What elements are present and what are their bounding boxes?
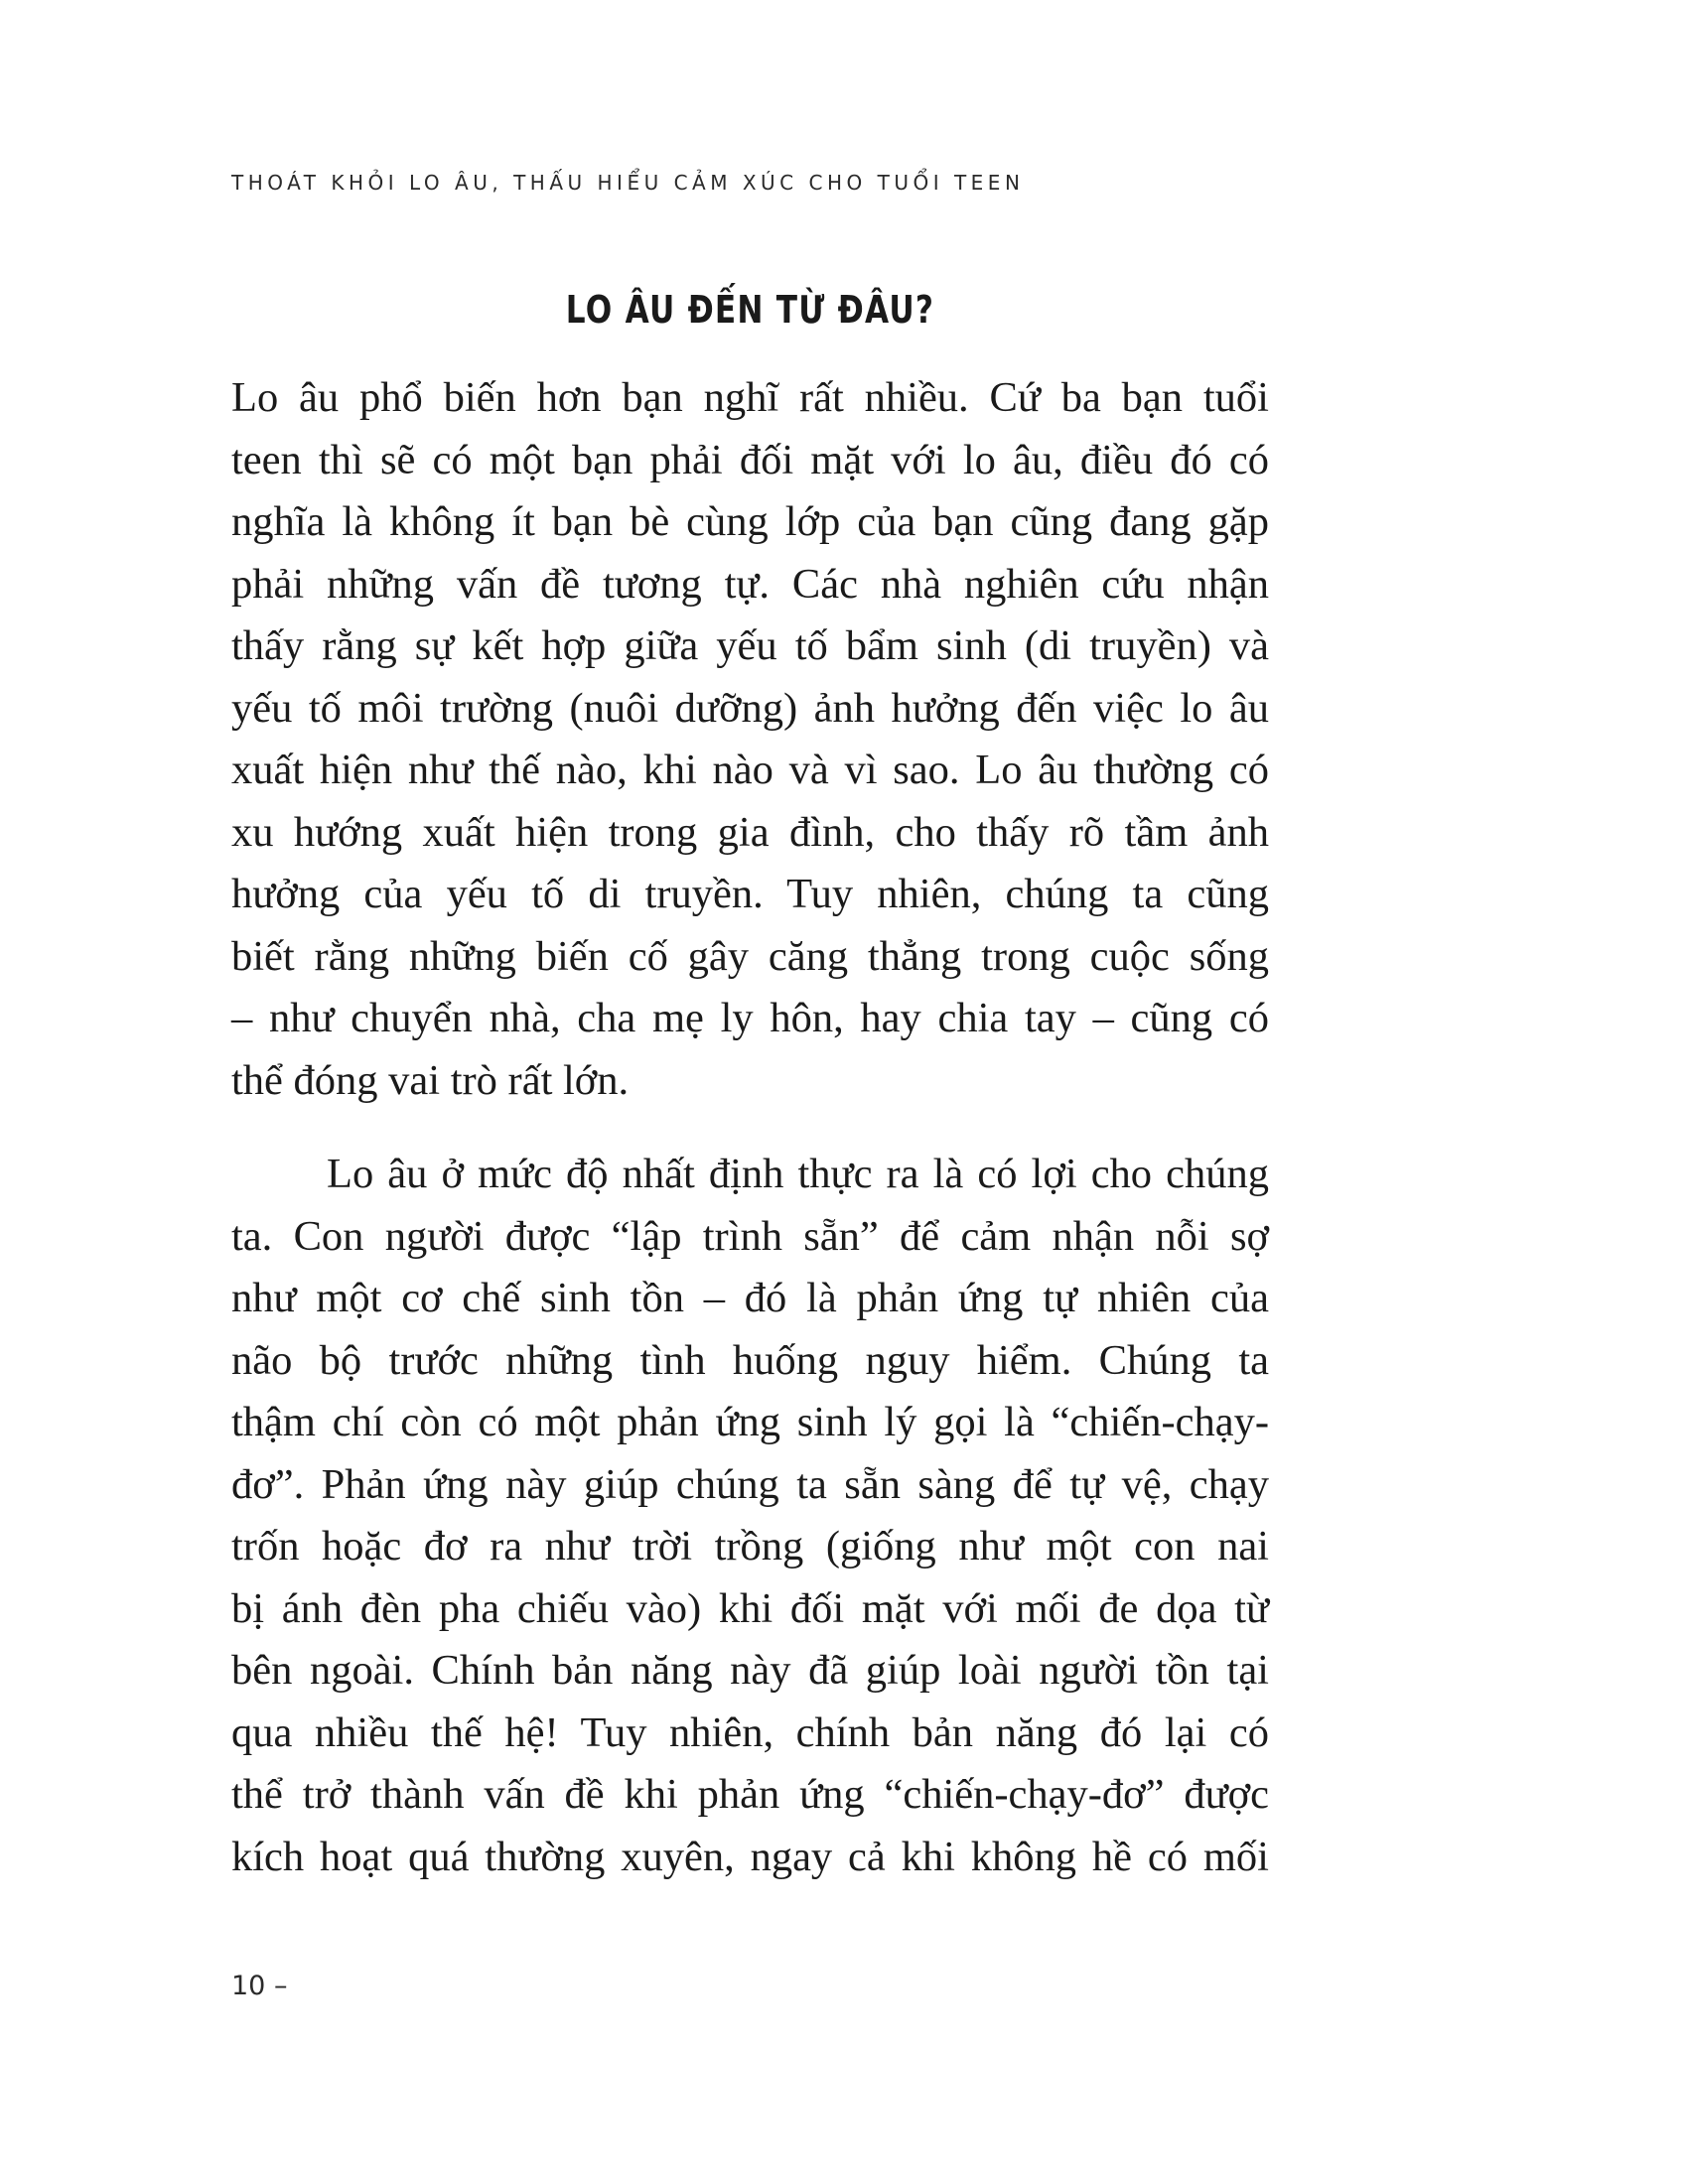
- text-line: não bộ trước những tình huống nguy hiểm. Chúng ta: [231, 1336, 1269, 1384]
- text-line: phải những vấn đề tương tự. Các nhà nghiên cứu nhận: [231, 560, 1269, 608]
- text-line: thể trở thành vấn đề khi phản ứng “chiến-chạy-đơ” được: [231, 1771, 1269, 1818]
- text-line: qua nhiều thế hệ! Tuy nhiên, chính bản năng đó lại có: [231, 1708, 1269, 1756]
- text-line: thể đóng vai trò rất lớn.: [231, 1056, 630, 1104]
- text-line: yếu tố môi trường (nuôi dưỡng) ảnh hưởng đến việc lo âu: [231, 684, 1269, 732]
- paragraph-2: [231, 1144, 1269, 1888]
- text-line: nghĩa là không ít bạn bè cùng lớp của bạn cũng đang gặp: [231, 498, 1269, 545]
- text-line: bên ngoài. Chính bản năng này đã giúp loài người tồn tại: [231, 1647, 1269, 1694]
- text-line: – như chuyển nhà, cha mẹ ly hôn, hay chia tay – cũng có: [231, 995, 1269, 1041]
- text-line: thậm chí còn có một phản ứng sinh lý gọi là “chiến-chạy-: [231, 1399, 1269, 1445]
- text-line: ta. Con người được “lập trình sẵn” để cảm nhận nỗi sợ: [231, 1212, 1269, 1260]
- running-header: THOÁT KHỎI LO ÂU, THẤU HIỂU CẢM XÚC CHO TUỔI TEEN: [231, 171, 1025, 195]
- page-number: 10 –: [231, 1971, 288, 2001]
- text-line: teen thì sẽ có một bạn phải đối mặt với lo âu, điều đó có: [231, 436, 1269, 483]
- text-line: trốn hoặc đơ ra như trời trồng (giống như một con nai: [231, 1523, 1269, 1570]
- text-line: biết rằng những biến cố gây căng thẳng trong cuộc sống: [231, 932, 1269, 980]
- text-line: xu hướng xuất hiện trong gia đình, cho thấy rõ tầm ảnh: [231, 808, 1269, 856]
- text-line: xuất hiện như thế nào, khi nào và vì sao. Lo âu thường có: [231, 747, 1269, 793]
- text-line: thấy rằng sự kết hợp giữa yếu tố bẩm sinh (di truyền) và: [231, 622, 1269, 669]
- text-line: hưởng của yếu tố di truyền. Tuy nhiên, chúng ta cũng: [231, 871, 1269, 917]
- text-line: đơ”. Phản ứng này giúp chúng ta sẵn sàng để tự vệ, chạy: [231, 1460, 1269, 1508]
- text-line: bị ánh đèn pha chiếu vào) khi đối mặt với mối đe dọa từ: [231, 1584, 1269, 1632]
- text-line: như một cơ chế sinh tồn – đó là phản ứng tự nhiên của: [231, 1275, 1269, 1321]
- text-line: Lo âu phổ biến hơn bạn nghĩ rất nhiều. Cứ ba bạn tuổi: [231, 374, 1269, 421]
- paragraph-1: [231, 367, 1269, 1112]
- section-title: LO ÂU ĐẾN TỪ ĐÂU?: [565, 288, 935, 332]
- body-text: [231, 367, 1269, 1888]
- text-line: kích hoạt quá thường xuyên, ngay cả khi không hề có mối: [231, 1833, 1269, 1880]
- text-line: Lo âu ở mức độ nhất định thực ra là có lợi cho chúng: [327, 1151, 1269, 1197]
